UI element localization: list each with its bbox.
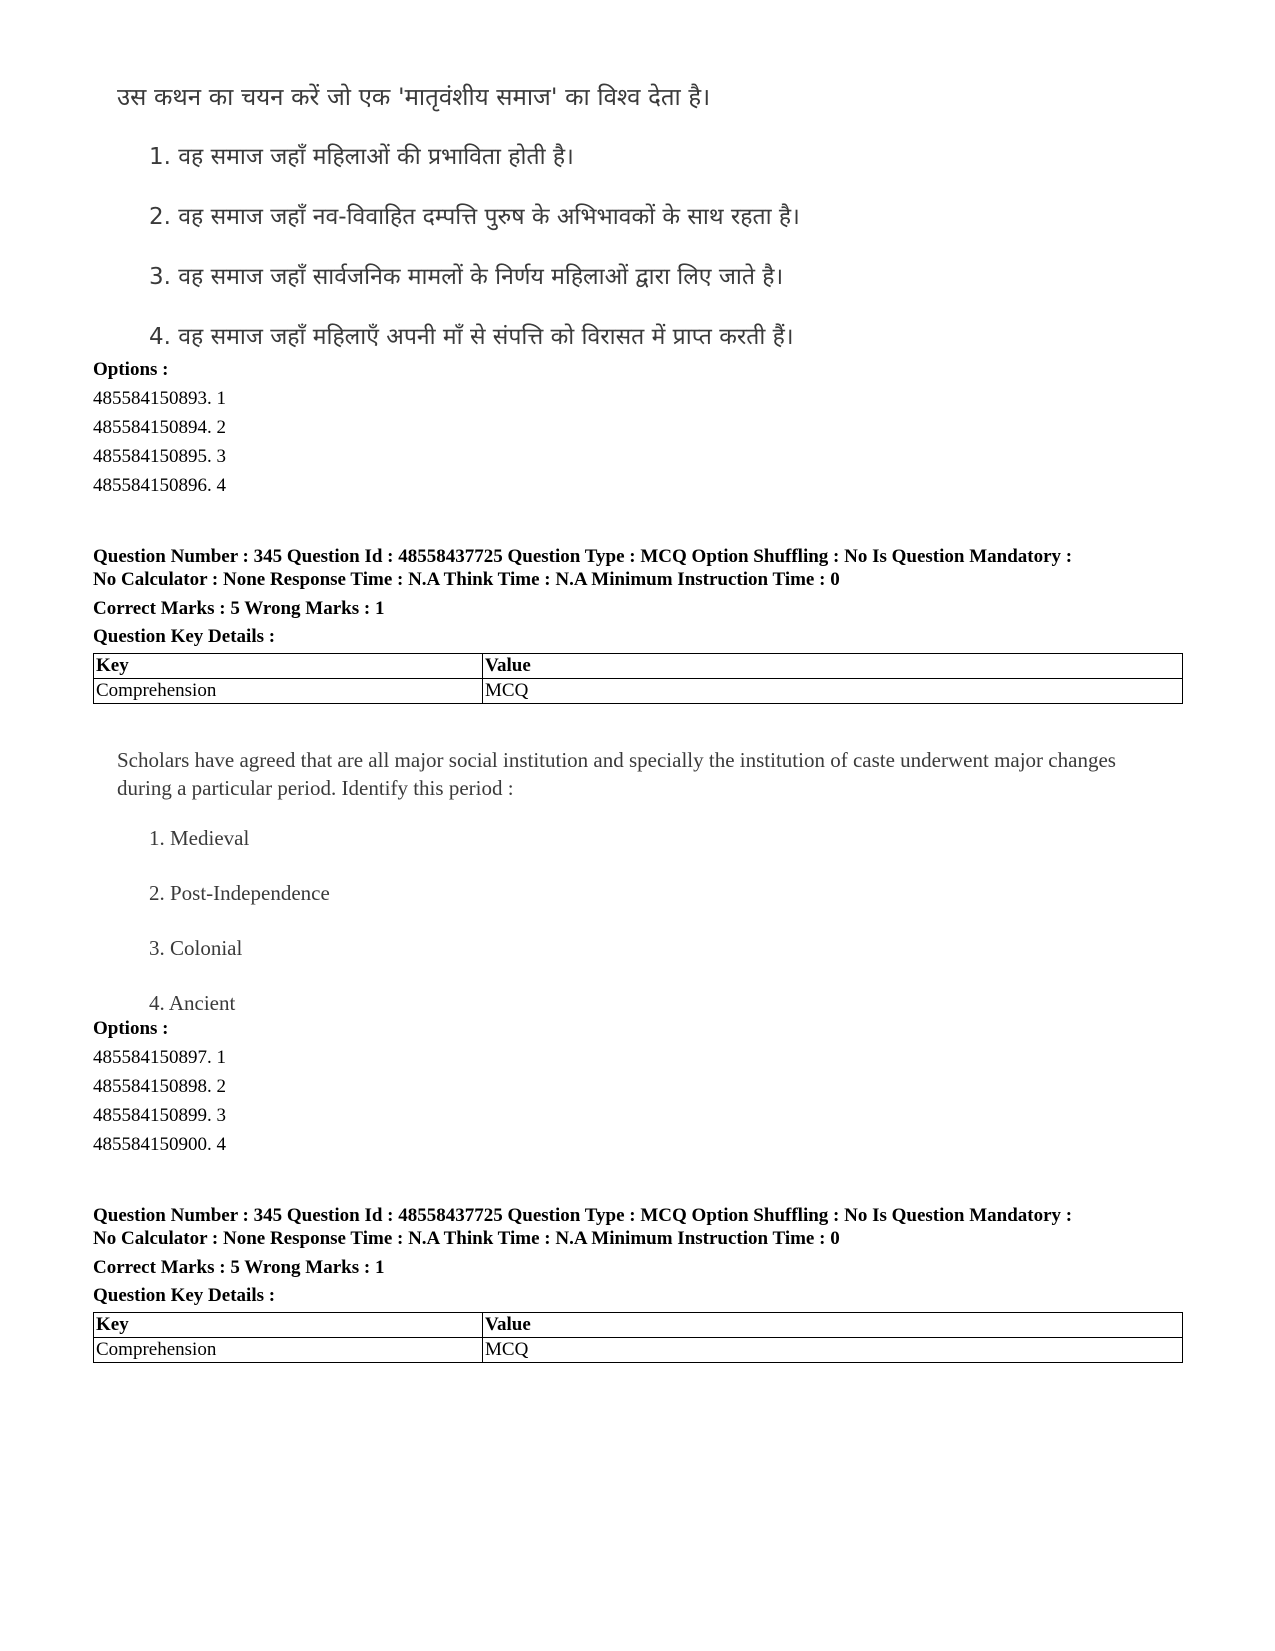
choice-1: 1. वह समाज जहाँ महिलाओं की प्रभाविता होती है। [149, 144, 574, 170]
options-block [93, 1015, 1183, 1159]
choice-4: 4. वह समाज जहाँ महिलाएँ अपनी माँ से संपत्ति को विरासत में प्राप्त करती हैं। [149, 324, 794, 350]
table-row [94, 1338, 1183, 1363]
key-details-heading: Question Key Details : [93, 626, 276, 647]
choice-2: 2. Post-Independence [149, 881, 330, 905]
option-line: 485584150899. 3 [93, 1105, 226, 1126]
table-cell-value: MCQ [483, 1338, 1183, 1363]
meta-line: No Calculator : None Response Time : N.A Think Time : N.A Minimum Instruction Time : 0 [93, 569, 840, 590]
table-header-value: Value [483, 1313, 1183, 1338]
choice-3: 3. वह समाज जहाँ सार्वजनिक मामलों के निर्णय महिलाओं द्वारा लिए जाते है। [149, 264, 784, 290]
table-header-row [94, 1313, 1183, 1338]
question-image-hindi [117, 80, 1177, 379]
choice-1: 1. Medieval [149, 826, 250, 850]
key-details-table [93, 1312, 1183, 1363]
option-line: 485584150894. 2 [93, 417, 226, 438]
table-header-key: Key [94, 654, 483, 679]
option-line: 485584150898. 2 [93, 1076, 226, 1097]
question-meta [93, 1204, 1183, 1363]
question-stem: Scholars have agreed that are all major social institution and specially the institution of caste underwent major changes during a particular period. Identify this period : [117, 748, 1116, 800]
option-line: 485584150893. 1 [93, 388, 226, 409]
table-header-row [94, 654, 1183, 679]
choice-3: 3. Colonial [149, 936, 243, 960]
option-line: 485584150897. 1 [93, 1047, 226, 1068]
table-row [94, 679, 1183, 704]
question-image-english [117, 746, 1177, 1046]
question-meta [93, 545, 1183, 704]
table-cell-key: Comprehension [94, 1338, 483, 1363]
table-header-key: Key [94, 1313, 483, 1338]
meta-line: No Calculator : None Response Time : N.A Think Time : N.A Minimum Instruction Time : 0 [93, 1228, 840, 1249]
meta-line: Question Number : 345 Question Id : 48558437725 Question Type : MCQ Option Shuffling : No Is Question Mandatory : [93, 546, 1073, 567]
key-details-heading: Question Key Details : [93, 1285, 276, 1306]
marks-line: Correct Marks : 5 Wrong Marks : 1 [93, 598, 385, 619]
option-line: 485584150900. 4 [93, 1134, 226, 1155]
choice-4: 4. Ancient [149, 991, 236, 1015]
table-header-value: Value [483, 654, 1183, 679]
marks-line: Correct Marks : 5 Wrong Marks : 1 [93, 1257, 385, 1278]
options-heading: Options : [93, 359, 169, 380]
meta-line: Question Number : 345 Question Id : 48558437725 Question Type : MCQ Option Shuffling : No Is Question Mandatory : [93, 1205, 1073, 1226]
choice-2: 2. वह समाज जहाँ नव-विवाहित दम्पत्ति पुरुष के अभिभावकों के साथ रहता है। [149, 204, 800, 230]
options-heading: Options : [93, 1018, 169, 1039]
options-block [93, 356, 1183, 500]
table-cell-key: Comprehension [94, 679, 483, 704]
option-line: 485584150895. 3 [93, 446, 226, 467]
key-details-table [93, 653, 1183, 704]
question-stem: उस कथन का चयन करें जो एक 'मातृवंशीय समाज' का विश्व देता है। [117, 83, 711, 111]
option-line: 485584150896. 4 [93, 475, 226, 496]
table-cell-value: MCQ [483, 679, 1183, 704]
